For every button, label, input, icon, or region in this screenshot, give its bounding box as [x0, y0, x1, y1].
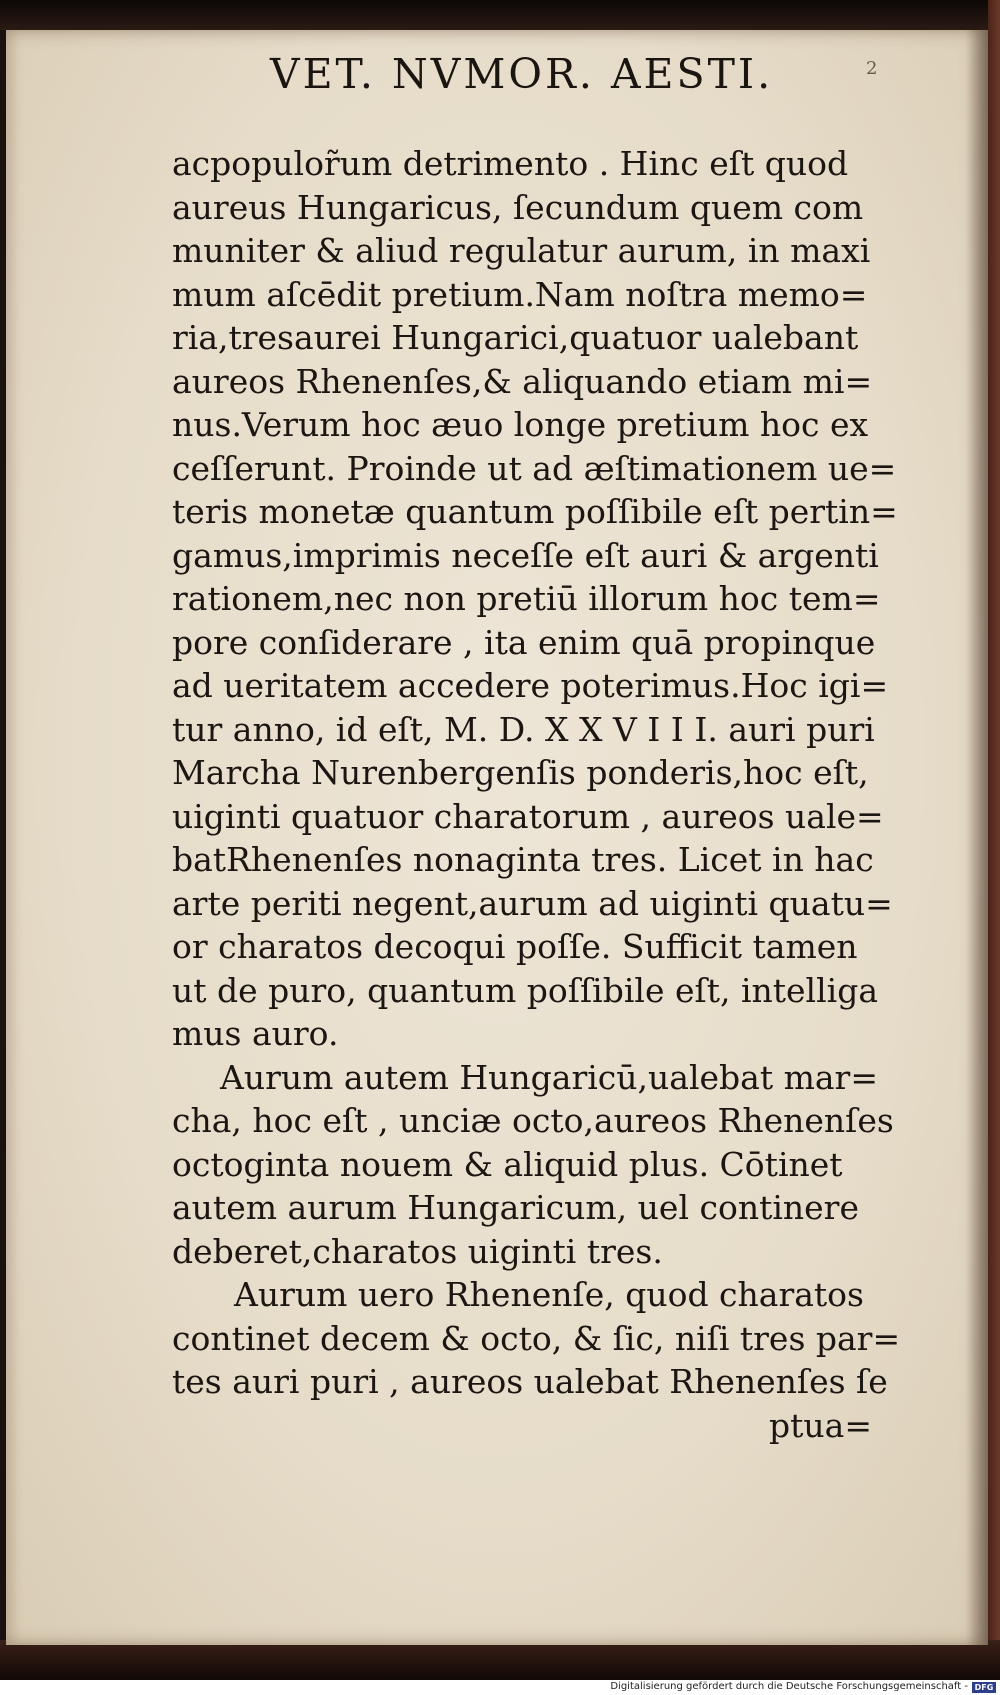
text-line: mum aſcēdit pretium.Nam noſtra memo=: [172, 274, 868, 314]
paragraph-first-line: Aurum autem Hungaricū,ualebat mar=: [220, 1057, 878, 1097]
dfg-logo-icon: DFG: [972, 1682, 996, 1693]
text-line: ceſſerunt. Proinde ut ad æſtimationem ue=: [172, 448, 897, 488]
text-line: pore conſiderare , ita enim quā propinque: [172, 622, 876, 662]
text-line: muniter & aliud regulatur aurum, in maxi: [172, 231, 871, 270]
paragraph-first-line: Aurum uero Rhenenſe, quod charatos: [234, 1275, 864, 1314]
text-line: uiginti quatuor charatorum , aureos uale=: [172, 796, 884, 836]
text-line: tur anno, id eſt, M. D. X X V I I I. auri puri: [172, 709, 875, 749]
page-mark: 2: [866, 58, 878, 79]
text-line: gamus,imprimis neceſſe eſt auri & argenti: [172, 535, 879, 575]
text-line: rationem,nec non pretiū illorum hoc tem=: [172, 579, 881, 618]
text-line: ut de puro, quantum poſſibile eſt, intelliga: [172, 970, 879, 1010]
text-line: autem aurum Hungaricum, uel continere: [172, 1188, 859, 1227]
text-line: aureus Hungaricus, ſecundum quem com: [172, 187, 864, 227]
book-bottom-edge: [0, 1640, 1000, 1680]
text-line: mus auro.: [172, 1014, 339, 1053]
text-line: Marcha Nurenbergenſis ponderis,hoc eſt,: [172, 753, 869, 792]
catchword: ptua=: [769, 1405, 872, 1445]
text-line: aureos Rhenenſes,& aliquando etiam mi=: [172, 361, 873, 401]
page-gutter-shadow: [966, 30, 988, 1645]
digitization-credit: Digitalisierung gefördert durch die Deutsche Forschungsgemeinschaft -: [610, 1681, 968, 1692]
text-line: continet decem & octo, & ſic, niſi tres par=: [172, 1318, 901, 1358]
text-line: arte periti negent,aurum ad uiginti quatu=: [172, 883, 893, 923]
text-line: acpopulor̃um detrimento . Hinc eſt quod: [172, 144, 849, 183]
book-cover-edge: [988, 0, 1000, 1680]
text-line: ad ueritatem accedere poterimus.Hoc igi=: [172, 666, 889, 705]
text-line: octoginta nouem & aliquid plus. Cōtinet: [172, 1144, 843, 1184]
text-line: batRhenenſes nonaginta tres. Licet in hac: [172, 840, 874, 879]
text-line: teris monetæ quantum poſſibile eſt pertin=: [172, 492, 898, 531]
text-line: or charatos decoqui poſſe. Sufficit tamen: [172, 927, 858, 966]
text-line: deberet,charatos uiginti tres.: [172, 1231, 663, 1271]
text-line: nus.Verum hoc æuo longe pretium hoc ex: [172, 405, 869, 444]
body-text: [172, 142, 912, 1447]
book-top-edge: [0, 0, 1000, 30]
text-line: tes auri puri , aureos ualebat Rhenenſes ſe: [172, 1362, 888, 1401]
running-head: VET. NVMOR. AESTI.: [270, 50, 774, 98]
text-line: ria,tresaurei Hungarici,quatuor ualebant: [172, 318, 859, 357]
text-line: cha, hoc eſt , unciæ octo,aureos Rhenenſes: [172, 1101, 894, 1140]
